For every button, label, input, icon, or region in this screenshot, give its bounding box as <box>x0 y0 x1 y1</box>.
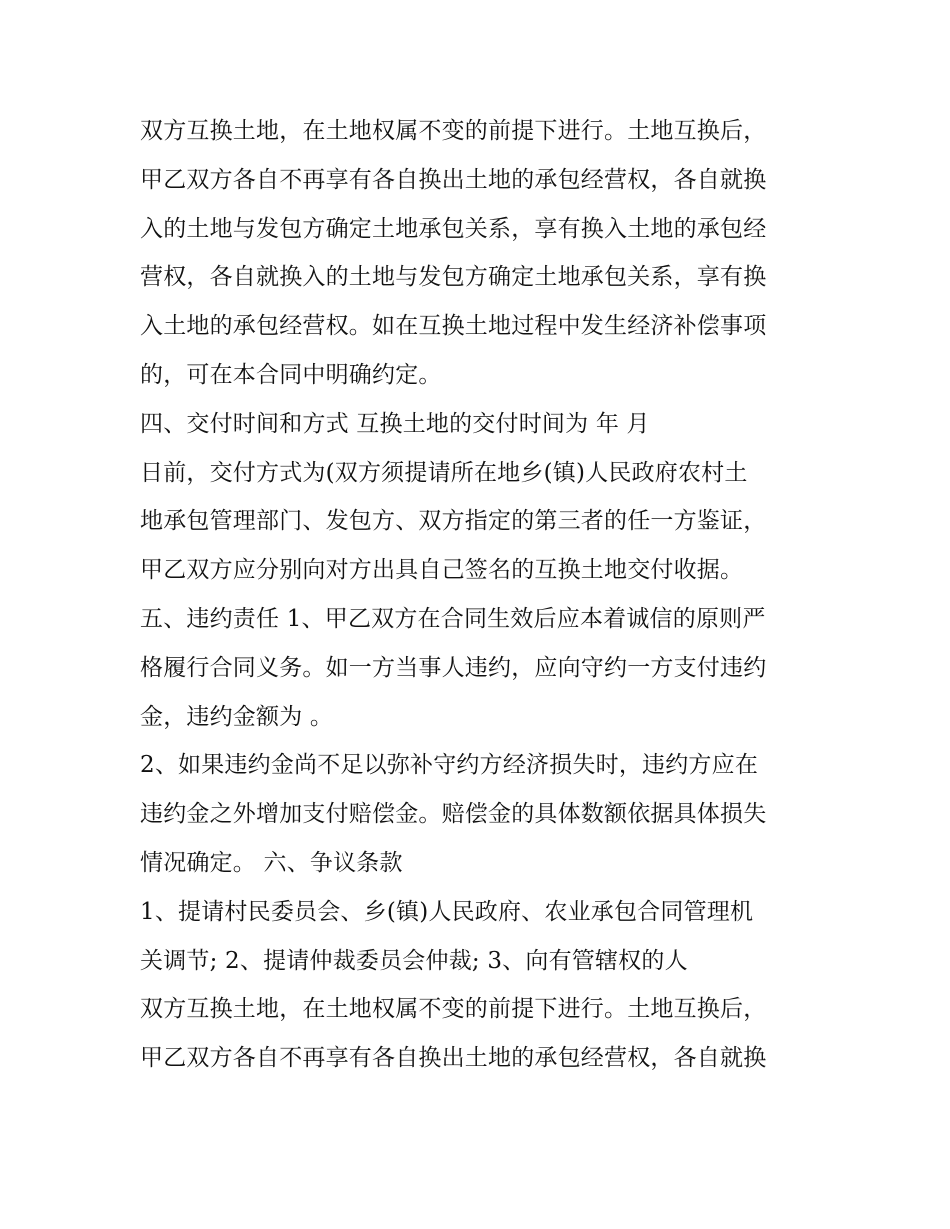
text-line: 2、如果违约金尚不足以弥补守约方经济损失时，违约方应在 <box>140 752 759 779</box>
text-line: 金，违约金额为 。 <box>140 703 334 730</box>
text-line: 日前，交付方式为(双方须提请所在地乡(镇)人民政府农村土 <box>140 459 748 486</box>
text-line: 1、提请村民委员会、乡(镇)人民政府、农业承包合同管理机 <box>140 898 754 925</box>
section-heading-dispute: 情况确定。 六、争议条款 <box>140 849 403 876</box>
text-line: 入土地的承包经营权。如在互换土地过程中发生经济补偿事项 <box>140 313 767 340</box>
text-line: 的，可在本合同中明确约定。 <box>140 361 442 388</box>
text-line: 甲乙双方各自不再享有各自换出土地的承包经营权，各自就换 <box>140 166 767 193</box>
text-line: 违约金之外增加支付赔偿金。赔偿金的具体数额依据具体损失 <box>140 801 767 828</box>
section-heading-delivery: 四、交付时间和方式 互换土地的交付时间为 年 月 <box>140 410 650 437</box>
text-line: 地承包管理部门、发包方、双方指定的第三者的任一方鉴证， <box>140 508 767 535</box>
text-line: 入的土地与发包方确定土地承包关系，享有换入土地的承包经 <box>140 215 767 242</box>
document-body <box>140 107 820 1083</box>
text-line: 双方互换土地，在土地权属不变的前提下进行。土地互换后， <box>140 118 767 144</box>
section-heading-breach: 五、违约责任 1、甲乙双方在合同生效后应本着诚信的原则严 <box>140 605 766 632</box>
text-line: 关调节; 2、提请仲裁委员会仲裁; 3、向有管辖权的人 <box>140 947 688 974</box>
text-line: 甲乙双方各自不再享有各自换出土地的承包经营权，各自就换 <box>140 1045 767 1072</box>
text-line: 格履行合同义务。如一方当事人违约，应向守约一方支付违约 <box>140 654 767 681</box>
text-line: 双方互换土地，在土地权属不变的前提下进行。土地互换后， <box>140 996 767 1023</box>
text-line: 甲乙双方应分别向对方出具自己签名的互换土地交付收据。 <box>140 557 744 584</box>
text-line: 营权，各自就换入的土地与发包方确定土地承包关系，享有换 <box>140 264 767 291</box>
